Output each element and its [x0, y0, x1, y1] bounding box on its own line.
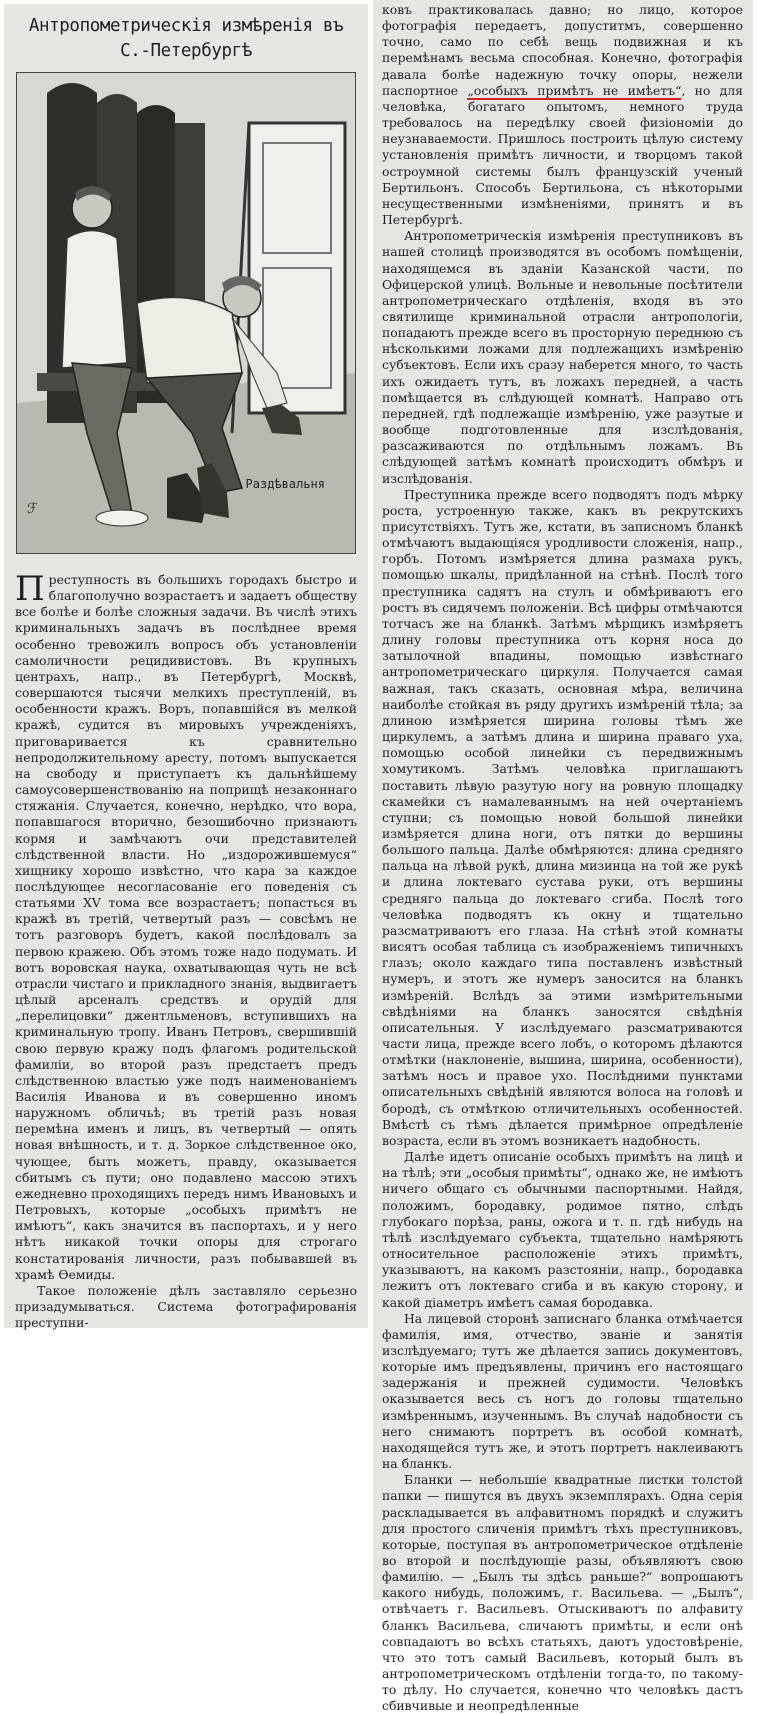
right-paragraph-5: На лицевой сторонѣ записнаго бланка отмѣчается фамилія, имя, отчество, званіе и занятія изслѣдуемаго; тутъ же дѣлается запись документовъ, которые имъ предъявлены, причинъ его настоящаго задержанія и прежней судимости. Человѣкъ оказывается весь съ ногъ до головы тщательно измѣреннымъ, изученнымъ. Въ случаѣ надобности съ него снимаютъ портретъ въ особой комнатѣ, находящейся тутъ же, и этотъ портретъ наклеиваютъ на бланкъ. [382, 1310, 743, 1472]
left-article-text [15, 569, 357, 1331]
right-paragraph-2: Антропометрическія измѣренія преступниковъ въ нашей столицѣ производятся въ особомъ помѣщеніи, находящемся въ зданіи Казанской части, по Офицерской улицѣ. Вольные и невольные посѣтители антропометрическаго отдѣленія, входя въ это святилище криминальной отрасли антропологіи, попадаютъ прежде всего въ просторную переднюю съ нѣсколькими ложами для подлежащихъ измѣренію субъектовъ. Если ихъ сразу наберется много, то часть ихъ ожидаетъ тутъ, въ ложахъ передней, а часть помѣщается въ слѣдующей комнатѣ. Направо отъ передней, гдѣ подлежащіе измѣренію, уже разутые и вообще подготовленные для изслѣдованія, разсаживаются по отдѣльнымъ ложамъ. Въ слѣдующей затѣмъ комнатѣ происходитъ обмѣръ и изслѣдованія. [382, 228, 743, 486]
highlighted-phrase: „особыхъ примѣтъ не имѣетъ“ [467, 82, 682, 98]
left-paragraph-1 [15, 569, 357, 1283]
left-paragraph-1-text: реступность въ большихъ городахъ быстро и благополучно возрастаетъ и задаетъ обществу все болѣе и болѣе сложныя задачи. Въ числѣ этихъ криминальныхъ задачъ въ послѣднее время особенно тревожилъ вопросъ объ установленіи самоличности рецидивистовъ. Въ крупныхъ центрахъ, напр., въ Петербургѣ, Москвѣ, совершаются тысячи мелкихъ преступленій, въ особенности кражъ. Воръ, попавшійся въ мелкой кражѣ, судится въ мировыхъ учрежденіяхъ, приговаривается къ сравнительно непродолжительному аресту, потомъ выпускается на свободу и приступаетъ къ дальнѣйшему самоусовершенствованію на поприщѣ незаконнаго стяжанія. Случается, конечно, нерѣдко, что вора, попавшагося вторично, безошибочно признаютъ кормя и замѣчаютъ очи представителей слѣдственной власти. Но „издорожившемуся“ хищнику хорошо извѣстно, что кара за каждое послѣдующее несогласованіе его поведенія съ статьями XV тома все возрастаетъ; попасться въ кражѣ въ третій, четвертый разъ — совсѣмъ не тотъ разговоръ будетъ, какой послѣдовалъ за первою кражею. Объ этомъ тоже надо подумать. И вотъ воровская наука, охватывающая чуть не всѣ отрасли чистаго и прикладного знанія, выдвигаетъ цѣлый арсеналъ средствъ и орудій для „перелицовки“ джентльменовъ, вступившихъ на криминальную тропу. Иванъ Петровъ, свершившій свою первую кражу подъ флагомъ родительской фамиліи, во второй разъ предстаетъ предъ слѣдственною властью уже подъ наименованіемъ Василія Иванова и въ совершенно иномъ наружномъ обличьѣ; въ третій разъ новая перемѣна именъ и лицъ, въ четвертый — опять новая внѣшность, и т. д. Зоркое слѣдственное око, чующее, быть можетъ, правду, оказывается сбитымъ съ пути; оно подавлено массою этихъ ежедневно проходящихъ передъ нимъ Ивановыхъ и Петровыхъ, которые „особыхъ примѣтъ не имѣютъ“, какъ значится въ паспортахъ, и у него нѣтъ никакой точки опоры для строгаго констатированія личности, разъ побывавшей въ храмѣ Ѳемиды. [15, 572, 357, 1282]
right-paragraph-3: Преступника прежде всего подводятъ подъ мѣрку роста, устроенную также, какъ въ рекрутскихъ присутствіяхъ. Тутъ же, кстати, въ записномъ бланкѣ отмѣчаютъ выдающіяся уродливости сложенія, напр., горбъ. Потомъ измѣряется длина размаха рукъ, помощью шкалы, придѣланной на стѣнѣ. Послѣ того преступника садятъ на стулъ и обмѣриваютъ его ростъ въ сидячемъ положеніи. Всѣ цифры отмѣчаются тотчасъ же на бланкѣ. Затѣмъ мѣрщикъ измѣряетъ длину головы преступника отъ корня носа до затылочной впадины, помощью извѣстнаго антропометрическаго циркуля. Получается самая важная, такъ сказать, основная мѣра, величина наиболѣе стойкая въ ряду другихъ измѣреній тѣла; за длиною измѣряется ширина головы тѣмъ же циркулемъ, а затѣмъ длина и ширина праваго уха, помощью особой линейки съ передвижнымъ хомутикомъ. Затѣмъ человѣка приглашаютъ поставить лѣвую разутую ногу на ровную площадку скамейки съ намалеваннымъ на ней очертаніемъ ступни; съ помощью новой большой линейки измѣряется длина ноги, отъ пятки до вершины большого пальца. Далѣе обмѣряются: длина средняго пальца на лѣвой рукѣ, длина мизинца на той же рукѣ и длина локтеваго сустава руки, отъ вершины средняго пальца до локтеваго сгиба. Послѣ того человѣка подводятъ къ окну и тщательно разсматриваютъ его глаза. На стѣнѣ этой комнаты висятъ особая таблица съ изображеніемъ типичныхъ глазъ; около каждаго типа поставленъ извѣстный нумеръ, и этотъ же нумеръ заносится на бланкъ измѣреній. Вслѣдъ за этими измѣрительными свѣдѣніями на бланкъ заносятся свѣдѣнія описательныя. У изслѣдуемаго разсматриваются части лица, прежде всего лобъ, о которомъ дѣлаются отмѣтки (наклоненіе, вышина, ширина, особенности), затѣмъ носъ и правое ухо. Послѣдними пунктами описательныхъ свѣдѣній являются волоса на головѣ и бородѣ, съ отмѣткою отличительныхъ особенностей. Вмѣстѣ съ тѣмъ дѣлается примѣрное опредѣленіе возраста, если въ этомъ возникаетъ надобность. [382, 486, 743, 1148]
drop-cap: П [15, 569, 45, 609]
article-title: Антропометрическія измѣренія въ С.-Петербургѣ [28, 16, 344, 61]
illustration-caption: Раздѣвальня [245, 477, 325, 491]
right-paragraph-1-b: , но для человѣка, богатаго опытомъ, немного труда требовалось на передѣлку своей физіономіи до неузнаваемости. Пришлось построить цѣлую систему установленія примѣтъ личности, и творцомъ такой остроумной системы былъ французскій ученый Бертильонъ. Способъ Бертильона, съ нѣкоторыми несущественными измѣненіями, принятъ и въ Петербургѣ. [382, 82, 743, 228]
right-article-text [382, 2, 743, 1715]
right-paragraph-6: Бланки — небольшіе квадратные листки толстой папки — пишутся въ двухъ экземплярахъ. Одна серія раскладывается въ алфавитномъ порядкѣ и служитъ для простого сличенія примѣтъ тѣхъ преступниковъ, которые, поступая въ антропометрическое отдѣленіе во второй и послѣдующіе разы, объявляютъ свою фамилію. — „Былъ ты здѣсь раньше?“ вопрошаютъ какого нибудь, положимъ, г. Васильева. — „Былъ“, отвѣчаетъ г. Васильевъ. Отыскиваютъ по алфавиту бланкъ Васильева, сличаютъ примѣты, и если онѣ совпадаютъ во всѣхъ статьяхъ, даютъ удостовѣреніе, что это тотъ самый Васильевъ, который былъ въ антропометрическомъ отдѣленіи тогда-то, по такому-то дѣлу. Но случается, конечно что человѣкъ дастъ сбивчивые и неопредѣленные [382, 1472, 743, 1714]
left-column [4, 4, 368, 1331]
right-paragraph-4: Далѣе идетъ описаніе особыхъ примѣтъ на лицѣ и на тѣлѣ; эти „особыя примѣты“, однако же, не имѣютъ ничего общаго съ обычными паспортными. Найдя, положимъ, бородавку, родимое пятно, слѣдъ глубокаго порѣза, раны, ожога и т. п. гдѣ нибудь на тѣлѣ изслѣдуемаго субъекта, тщательно намѣряютъ относительное расположеніе этихъ примѣтъ, указываютъ, на какомъ разстояніи, напр., бородавка лежитъ отъ локтеваго сгиба и въ какую сторону, и какой діаметръ имѣетъ самая бородавка. [382, 1149, 743, 1310]
right-column [373, 0, 753, 1714]
illustration [16, 72, 356, 554]
right-paragraph-1 [382, 2, 743, 228]
left-paragraph-2: Такое положеніе дѣлъ заставляло серьезно призадумываться. Система фотографированія преступни- [15, 1282, 357, 1331]
right-paragraph-1-a: ковъ практиковалась давно; но лицо, которое фотографія передаетъ, допуститмъ, совершенно точно, само по себѣ вещь подвижная и къ перемѣнамъ весьма способная. Конечно, фотографія давала болѣе надежную точку опоры, нежели паспортное [382, 2, 743, 98]
svg-text:ℱ: ℱ [27, 501, 39, 517]
